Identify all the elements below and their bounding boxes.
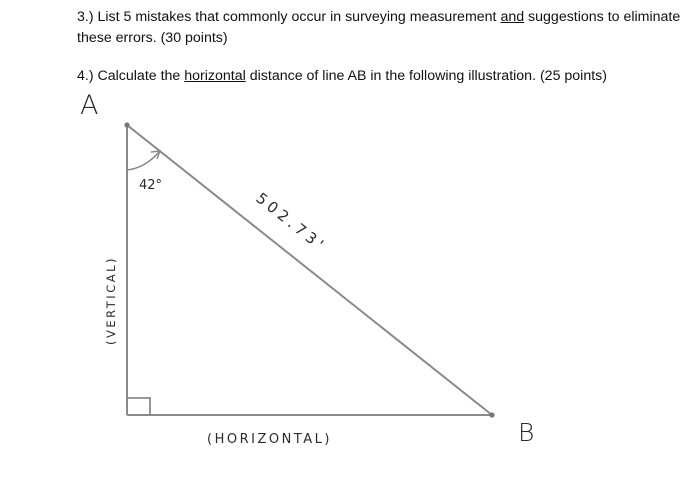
- hypotenuse-length-label: 502.73': [252, 189, 330, 256]
- question-4-underlined-word: horizontal: [184, 68, 246, 84]
- question-3-text: 3.) List 5 mistakes that commonly occur in surveying measurement: [77, 9, 501, 25]
- question-3-underlined-word: and: [500, 9, 525, 25]
- vertex-b-dot: [489, 412, 494, 417]
- vertex-a-dot: [124, 122, 129, 127]
- question-4-text-end: distance of line AB in the following illustration. (25 points): [245, 68, 607, 84]
- horizontal-label: (HORIZONTAL): [207, 432, 332, 447]
- angle-label: 42°: [139, 178, 163, 193]
- right-angle-marker: [127, 398, 150, 415]
- label-point-a: A: [80, 90, 99, 121]
- vertical-label: (VERTICAL): [104, 256, 118, 345]
- hypotenuse-ab: [127, 125, 492, 415]
- label-point-b: B: [518, 418, 535, 447]
- question-3-text-end: suggestions to eliminate these errors. (30 points): [77, 9, 681, 46]
- angle-arc: [127, 152, 159, 170]
- question-4-text: 4.) Calculate the: [77, 68, 185, 84]
